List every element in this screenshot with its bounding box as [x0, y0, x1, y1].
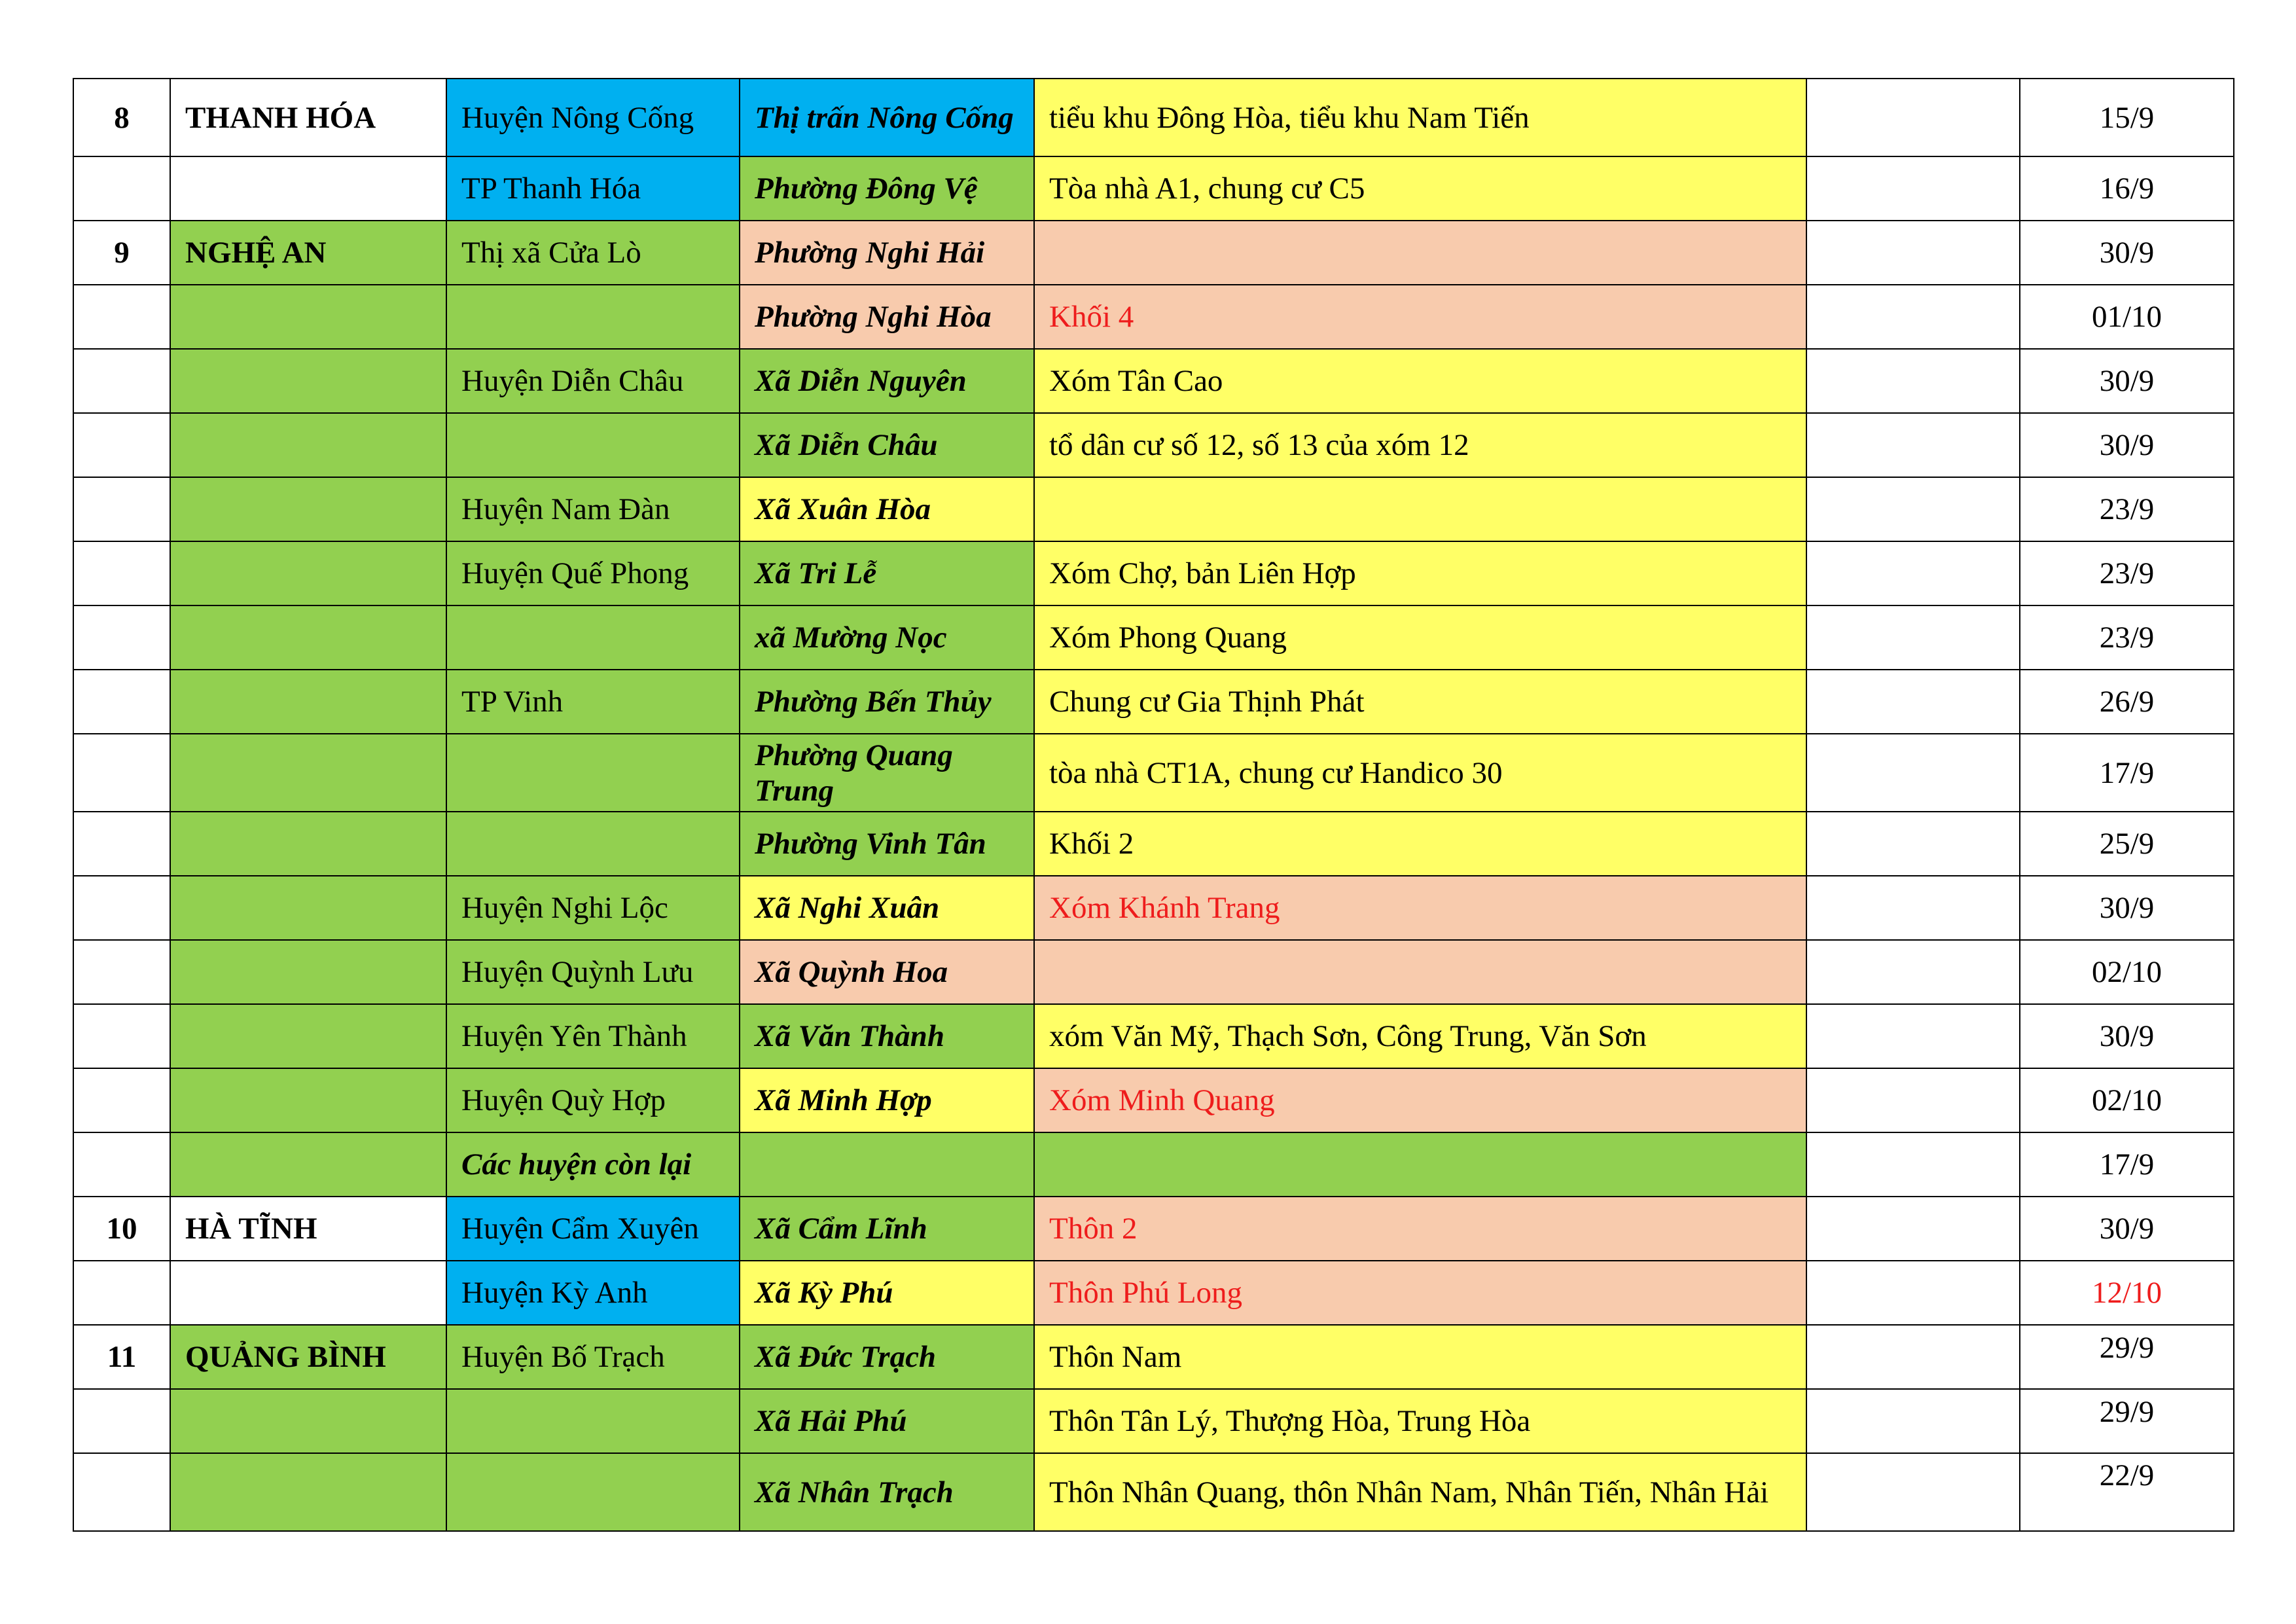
district-cell: Huyện Nam Đàn — [446, 477, 740, 541]
district-cell: Huyện Nghi Lộc — [446, 876, 740, 940]
district-cell: Thị xã Cửa Lò — [446, 221, 740, 285]
province-cell — [170, 876, 446, 940]
area-detail-cell: Tòa nhà A1, chung cư C5 — [1034, 156, 1806, 221]
province-cell — [170, 812, 446, 876]
table-row — [73, 79, 2234, 156]
area-detail-cell: xóm Văn Mỹ, Thạch Sơn, Công Trung, Văn Sơn — [1034, 1004, 1806, 1068]
date-cell: 02/10 — [2020, 940, 2234, 1004]
row-number-cell — [73, 1389, 170, 1453]
ward-cell: Xã Văn Thành — [740, 1004, 1034, 1068]
table-row — [73, 1068, 2234, 1132]
province-cell — [170, 605, 446, 670]
area-detail-cell: Xóm Chợ, bản Liên Hợp — [1034, 541, 1806, 605]
row-number-cell — [73, 1004, 170, 1068]
province-cell — [170, 734, 446, 812]
row-number-cell — [73, 1453, 170, 1531]
date-cell: 30/9 — [2020, 413, 2234, 477]
table-row — [73, 1197, 2234, 1261]
row-number-cell: 8 — [73, 79, 170, 156]
blank-column-cell — [1806, 1132, 2020, 1197]
table-row — [73, 734, 2234, 812]
area-detail-cell: Xóm Minh Quang — [1034, 1068, 1806, 1132]
row-number-cell — [73, 734, 170, 812]
district-cell — [446, 734, 740, 812]
province-cell — [170, 349, 446, 413]
table-row — [73, 670, 2234, 734]
table-row — [73, 156, 2234, 221]
province-cell: QUẢNG BÌNH — [170, 1325, 446, 1389]
blank-column-cell — [1806, 477, 2020, 541]
date-cell: 25/9 — [2020, 812, 2234, 876]
district-cell: Các huyện còn lại — [446, 1132, 740, 1197]
district-cell: Huyện Yên Thành — [446, 1004, 740, 1068]
date-cell: 30/9 — [2020, 349, 2234, 413]
table-row — [73, 876, 2234, 940]
row-number-cell — [73, 156, 170, 221]
district-cell — [446, 812, 740, 876]
row-number-cell — [73, 1068, 170, 1132]
table-row — [73, 1389, 2234, 1453]
district-cell: Huyện Kỳ Anh — [446, 1261, 740, 1325]
table-row — [73, 285, 2234, 349]
row-number-cell — [73, 349, 170, 413]
date-cell: 30/9 — [2020, 1004, 2234, 1068]
table-row — [73, 1453, 2234, 1531]
ward-cell: Xã Nhân Trạch — [740, 1453, 1034, 1531]
area-detail-cell: Thôn Nhân Quang, thôn Nhân Nam, Nhân Tiến, Nhân Hải — [1034, 1453, 1806, 1531]
date-cell: 01/10 — [2020, 285, 2234, 349]
ward-cell: Xã Diễn Châu — [740, 413, 1034, 477]
date-cell: 12/10 — [2020, 1261, 2234, 1325]
area-detail-cell: tiểu khu Đông Hòa, tiểu khu Nam Tiến — [1034, 79, 1806, 156]
blank-column-cell — [1806, 1197, 2020, 1261]
date-cell: 17/9 — [2020, 734, 2234, 812]
province-cell — [170, 413, 446, 477]
ward-cell: Xã Đức Trạch — [740, 1325, 1034, 1389]
table-row — [73, 940, 2234, 1004]
table-row — [73, 413, 2234, 477]
district-cell: TP Vinh — [446, 670, 740, 734]
table-row — [73, 221, 2234, 285]
area-detail-cell: Thôn 2 — [1034, 1197, 1806, 1261]
table-row — [73, 812, 2234, 876]
district-cell: Huyện Quỳ Hợp — [446, 1068, 740, 1132]
ward-cell: Xã Diễn Nguyên — [740, 349, 1034, 413]
ward-cell: Xã Quỳnh Hoa — [740, 940, 1034, 1004]
date-cell: 16/9 — [2020, 156, 2234, 221]
area-detail-cell: Thôn Tân Lý, Thượng Hòa, Trung Hòa — [1034, 1389, 1806, 1453]
date-cell: 29/9 — [2020, 1389, 2234, 1453]
blank-column-cell — [1806, 541, 2020, 605]
district-cell: Huyện Cẩm Xuyên — [446, 1197, 740, 1261]
row-number-cell — [73, 876, 170, 940]
date-cell: 30/9 — [2020, 1197, 2234, 1261]
district-cell — [446, 413, 740, 477]
ward-cell: Phường Nghi Hải — [740, 221, 1034, 285]
area-detail-cell — [1034, 477, 1806, 541]
blank-column-cell — [1806, 79, 2020, 156]
date-cell: 30/9 — [2020, 221, 2234, 285]
province-cell: NGHỆ AN — [170, 221, 446, 285]
blank-column-cell — [1806, 221, 2020, 285]
blank-column-cell — [1806, 876, 2020, 940]
date-cell: 30/9 — [2020, 876, 2234, 940]
blank-column-cell — [1806, 1389, 2020, 1453]
blank-column-cell — [1806, 1453, 2020, 1531]
area-detail-cell: Xóm Phong Quang — [1034, 605, 1806, 670]
area-detail-cell: Thôn Phú Long — [1034, 1261, 1806, 1325]
district-cell — [446, 605, 740, 670]
row-number-cell — [73, 1132, 170, 1197]
province-cell — [170, 156, 446, 221]
row-number-cell: 10 — [73, 1197, 170, 1261]
district-cell: Huyện Quỳnh Lưu — [446, 940, 740, 1004]
province-cell — [170, 1453, 446, 1531]
area-detail-cell: Chung cư Gia Thịnh Phát — [1034, 670, 1806, 734]
date-cell: 26/9 — [2020, 670, 2234, 734]
row-number-cell — [73, 605, 170, 670]
ward-cell: Phường Vinh Tân — [740, 812, 1034, 876]
date-cell: 29/9 — [2020, 1325, 2234, 1389]
table-row — [73, 477, 2234, 541]
district-cell: Huyện Diễn Châu — [446, 349, 740, 413]
district-cell: Huyện Quế Phong — [446, 541, 740, 605]
province-cell — [170, 1004, 446, 1068]
province-cell — [170, 1389, 446, 1453]
area-detail-cell: Thôn Nam — [1034, 1325, 1806, 1389]
date-cell: 22/9 — [2020, 1453, 2234, 1531]
district-cell — [446, 285, 740, 349]
table-row — [73, 1261, 2234, 1325]
ward-cell: Thị trấn Nông Cống — [740, 79, 1034, 156]
area-detail-cell: tổ dân cư số 12, số 13 của xóm 12 — [1034, 413, 1806, 477]
row-number-cell — [73, 812, 170, 876]
date-cell: 23/9 — [2020, 477, 2234, 541]
ward-cell: Xã Tri Lễ — [740, 541, 1034, 605]
ward-cell: Xã Nghi Xuân — [740, 876, 1034, 940]
date-cell: 17/9 — [2020, 1132, 2234, 1197]
ward-cell: Xã Cẩm Lĩnh — [740, 1197, 1034, 1261]
blank-column-cell — [1806, 670, 2020, 734]
ward-cell: Phường Quang Trung — [740, 734, 1034, 812]
blank-column-cell — [1806, 413, 2020, 477]
date-cell: 02/10 — [2020, 1068, 2234, 1132]
blank-column-cell — [1806, 1261, 2020, 1325]
province-cell — [170, 1132, 446, 1197]
date-cell: 23/9 — [2020, 605, 2234, 670]
row-number-cell — [73, 1261, 170, 1325]
ward-cell: Phường Nghi Hòa — [740, 285, 1034, 349]
province-cell — [170, 670, 446, 734]
province-cell: THANH HÓA — [170, 79, 446, 156]
blank-column-cell — [1806, 812, 2020, 876]
province-cell — [170, 541, 446, 605]
blank-column-cell — [1806, 1004, 2020, 1068]
date-cell: 23/9 — [2020, 541, 2234, 605]
ward-cell: Phường Bến Thủy — [740, 670, 1034, 734]
blank-column-cell — [1806, 285, 2020, 349]
province-cell — [170, 477, 446, 541]
district-cell — [446, 1453, 740, 1531]
province-cell — [170, 1068, 446, 1132]
province-cell — [170, 285, 446, 349]
area-detail-cell: Khối 4 — [1034, 285, 1806, 349]
table-row — [73, 349, 2234, 413]
area-detail-cell: Xóm Tân Cao — [1034, 349, 1806, 413]
area-detail-cell — [1034, 221, 1806, 285]
area-detail-cell: Khối 2 — [1034, 812, 1806, 876]
row-number-cell — [73, 940, 170, 1004]
blank-column-cell — [1806, 1068, 2020, 1132]
table-body — [73, 79, 2234, 1531]
table-row — [73, 1325, 2234, 1389]
ward-cell: Xã Xuân Hòa — [740, 477, 1034, 541]
row-number-cell — [73, 285, 170, 349]
province-cell — [170, 940, 446, 1004]
row-number-cell: 11 — [73, 1325, 170, 1389]
blank-column-cell — [1806, 734, 2020, 812]
blank-column-cell — [1806, 1325, 2020, 1389]
table-row — [73, 1132, 2234, 1197]
area-detail-cell — [1034, 1132, 1806, 1197]
table-row — [73, 605, 2234, 670]
table-row — [73, 541, 2234, 605]
table-row — [73, 1004, 2234, 1068]
area-detail-cell — [1034, 940, 1806, 1004]
district-cell: Huyện Bố Trạch — [446, 1325, 740, 1389]
ward-cell: Xã Kỳ Phú — [740, 1261, 1034, 1325]
date-cell: 15/9 — [2020, 79, 2234, 156]
blank-column-cell — [1806, 605, 2020, 670]
row-number-cell — [73, 541, 170, 605]
district-cell — [446, 1389, 740, 1453]
area-detail-cell: Xóm Khánh Trang — [1034, 876, 1806, 940]
row-number-cell: 9 — [73, 221, 170, 285]
district-cell: TP Thanh Hóa — [446, 156, 740, 221]
blank-column-cell — [1806, 940, 2020, 1004]
blank-column-cell — [1806, 156, 2020, 221]
ward-cell: xã Mường Nọc — [740, 605, 1034, 670]
district-cell: Huyện Nông Cống — [446, 79, 740, 156]
province-cell: HÀ TĨNH — [170, 1197, 446, 1261]
ward-cell: Xã Hải Phú — [740, 1389, 1034, 1453]
row-number-cell — [73, 413, 170, 477]
province-cell — [170, 1261, 446, 1325]
row-number-cell — [73, 477, 170, 541]
outbreak-area-table — [73, 78, 2234, 1532]
ward-cell: Xã Minh Hợp — [740, 1068, 1034, 1132]
ward-cell — [740, 1132, 1034, 1197]
blank-column-cell — [1806, 349, 2020, 413]
ward-cell: Phường Đông Vệ — [740, 156, 1034, 221]
row-number-cell — [73, 670, 170, 734]
area-detail-cell: tòa nhà CT1A, chung cư Handico 30 — [1034, 734, 1806, 812]
